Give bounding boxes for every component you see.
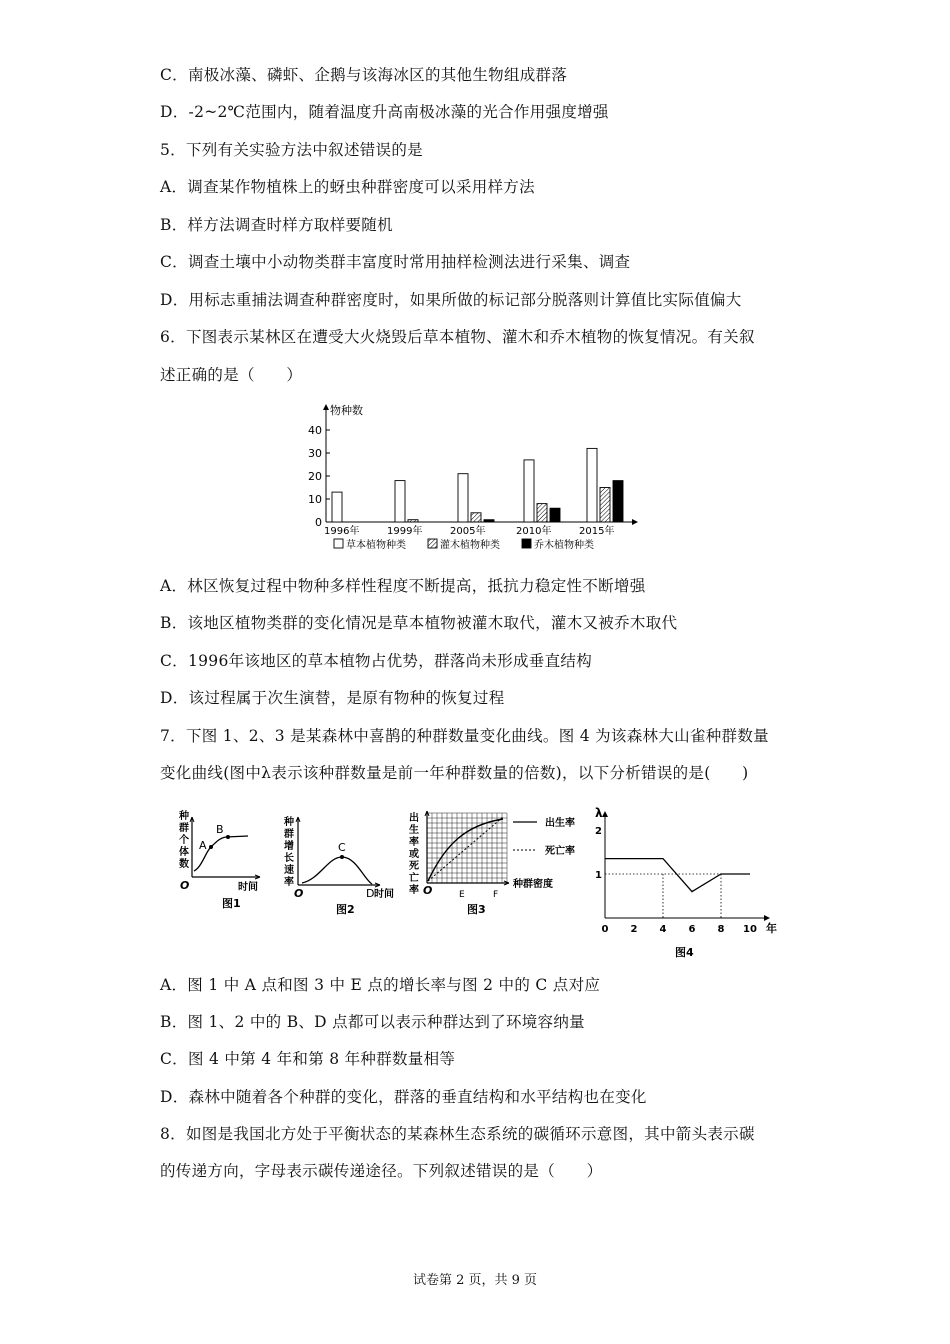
option-c: C．调查土壤中小动物类群丰富度时常用抽样检测法进行采集、调查 xyxy=(160,253,631,271)
bar xyxy=(484,520,494,522)
y-axis-label: 率 xyxy=(409,837,419,848)
y-axis-label: 种 xyxy=(284,817,294,828)
x-tick-label: 8 xyxy=(717,924,725,935)
text-line: C．南极冰藻、磷虾、企鹅与该海冰区的其他生物组成群落 xyxy=(160,66,568,84)
option-a: A．调查某作物植株上的蚜虫种群密度可以采用样方法 xyxy=(160,178,535,196)
point-a xyxy=(209,845,213,849)
y-axis-label: 群 xyxy=(179,823,189,834)
figure-4 xyxy=(590,805,790,965)
option-b: B．图 1、2 中的 B、D 点都可以表示种群达到了环境容纳量 xyxy=(160,1013,585,1031)
legend-death-rate: 死亡率 xyxy=(545,846,575,857)
x-axis-label: 时间 xyxy=(238,882,258,893)
figure-caption: 图1 xyxy=(222,897,241,910)
x-axis-label: 年 xyxy=(766,922,777,935)
point-b-label: B xyxy=(216,823,224,836)
point-c xyxy=(340,855,344,859)
y-tick-label: 30 xyxy=(308,447,322,460)
option-d: D．森林中随着各个种群的变化，群落的垂直结构和水平结构也在变化 xyxy=(160,1088,647,1106)
y-tick-label: 0 xyxy=(315,516,322,529)
x-axis-arrow xyxy=(764,915,770,921)
legend-swatch xyxy=(334,539,343,548)
option-d: D．用标志重捕法调查种群密度时，如果所做的标记部分脱落则计算值比实际值偏大 xyxy=(160,291,742,309)
figure-caption: 图2 xyxy=(336,903,355,916)
point-d-label: D xyxy=(366,887,375,900)
x-axis-label: 时间 xyxy=(374,889,394,900)
legend-swatch xyxy=(522,539,531,548)
question-7-stem: 7．下图 1、2、3 是某森林中喜鹊的种群数量变化曲线。图 4 为该森林大山雀种群数量 xyxy=(160,727,769,745)
option-a: A．图 1 中 A 点和图 3 中 E 点的增长率与图 2 中的 C 点对应 xyxy=(160,976,601,994)
question-5-stem: 5．下列有关实验方法中叙述错误的是 xyxy=(160,141,423,159)
legend-swatch xyxy=(428,539,437,548)
y-axis-label: 死 xyxy=(409,861,419,872)
y-tick-label: 1 xyxy=(595,870,602,881)
legend-label: 草本植物种类 xyxy=(346,540,406,551)
option-d: D．该过程属于次生演替，是原有物种的恢复过程 xyxy=(160,689,505,707)
y-axis-label: 出 xyxy=(409,813,419,824)
point-c-label: C xyxy=(338,841,346,854)
y-tick-label: 40 xyxy=(308,424,322,437)
option-c: C．图 4 中第 4 年和第 8 年种群数量相等 xyxy=(160,1050,456,1068)
x-tick-label: 4 xyxy=(659,924,667,935)
bar xyxy=(458,474,468,522)
y-axis-arrow xyxy=(602,811,608,817)
bell-curve xyxy=(302,857,372,884)
y-axis-label: 率 xyxy=(284,877,294,888)
option-b: B．该地区植物类群的变化情况是草本植物被灌木取代，灌木又被乔木取代 xyxy=(160,614,678,632)
option-c: C．1996年该地区的草本植物占优势，群落尚未形成垂直结构 xyxy=(160,652,593,670)
x-axis-label: 种群密度 xyxy=(513,879,553,890)
bar xyxy=(524,460,534,522)
y-axis-label: 生 xyxy=(409,825,419,836)
y-tick-label: 10 xyxy=(308,493,322,506)
origin-label: O xyxy=(423,884,433,897)
x-tick-label: 10 xyxy=(743,924,757,935)
bar xyxy=(395,481,405,522)
x-tick-label: 1999年 xyxy=(387,526,423,537)
question-8-stem: 8．如图是我国北方处于平衡状态的某森林生态系统的碳循环示意图，其中箭头表示碳 xyxy=(160,1125,755,1143)
option-b: B．样方法调查时样方取样要随机 xyxy=(160,216,393,234)
y-axis-label: 速 xyxy=(284,865,294,876)
y-axis-label: 群 xyxy=(284,829,294,840)
bar xyxy=(613,481,623,522)
x-tick-label: 0 xyxy=(601,924,609,935)
lambda-line xyxy=(605,859,750,892)
question-6-stem-cont: 述正确的是（ ） xyxy=(160,366,303,384)
bar xyxy=(332,492,342,522)
question-8-stem-cont: 的传递方向，字母表示碳传递途径。下列叙述错误的是（ ） xyxy=(160,1162,603,1180)
y-axis-label: 数 xyxy=(179,859,189,870)
point-a-label: A xyxy=(199,839,207,852)
y-axis-label: 个 xyxy=(179,835,189,846)
y-tick-label: 20 xyxy=(308,470,322,483)
legend-birth-rate: 出生率 xyxy=(545,818,575,829)
tick-f: F xyxy=(493,890,499,900)
bar xyxy=(408,520,418,522)
y-axis-arrow xyxy=(323,404,329,410)
page-footer: 试卷第 2 页，共 9 页 xyxy=(412,1273,538,1288)
x-tick-label: 2015年 xyxy=(579,526,615,537)
y-axis-label: 种 xyxy=(179,811,189,822)
y-axis-label: 体 xyxy=(179,847,189,858)
y-axis-label: 物种数 xyxy=(330,404,363,417)
bar-chart xyxy=(300,398,650,560)
bar xyxy=(587,448,597,522)
figure-caption: 图3 xyxy=(467,903,486,916)
y-axis-label: λ xyxy=(595,806,603,820)
bar xyxy=(600,488,610,523)
question-6-stem: 6．下图表示某林区在遭受大火烧毁后草本植物、灌木和乔木植物的恢复情况。有关叙 xyxy=(160,328,755,346)
tick-e: E xyxy=(459,890,465,900)
y-tick-label: 2 xyxy=(595,826,602,837)
x-axis-arrow xyxy=(632,519,638,525)
origin-label: O xyxy=(180,879,190,892)
bar xyxy=(471,513,481,522)
bar xyxy=(550,508,560,522)
figure-2 xyxy=(280,805,405,920)
legend-label: 灌木植物种类 xyxy=(440,540,500,551)
option-a: A．林区恢复过程中物种多样性程度不断提高，抵抗力稳定性不断增强 xyxy=(160,577,646,595)
legend-label: 乔木植物种类 xyxy=(534,540,594,551)
y-axis-label: 亡 xyxy=(409,873,419,884)
y-axis-label: 增 xyxy=(284,841,294,852)
y-axis-label: 长 xyxy=(284,853,294,864)
x-tick-label: 2 xyxy=(630,924,638,935)
bar xyxy=(537,504,547,522)
figure-caption: 图4 xyxy=(675,946,694,959)
figure-3 xyxy=(405,805,590,920)
y-axis-label: 或 xyxy=(409,849,419,860)
text-line: D．-2~2℃范围内，随着温度升高南极冰藻的光合作用强度增强 xyxy=(160,103,609,121)
x-tick-label: 6 xyxy=(688,924,696,935)
x-tick-label: 1996年 xyxy=(324,526,360,537)
figure-1 xyxy=(170,805,270,915)
x-tick-label: 2005年 xyxy=(450,526,486,537)
y-axis-label: 率 xyxy=(409,885,419,896)
question-7-stem-cont: 变化曲线(图中λ表示该种群数量是前一年种群数量的倍数)，以下分析错误的是( ) xyxy=(160,764,749,782)
point-b xyxy=(226,835,230,839)
x-tick-label: 2010年 xyxy=(516,526,552,537)
origin-label: O xyxy=(294,887,304,900)
